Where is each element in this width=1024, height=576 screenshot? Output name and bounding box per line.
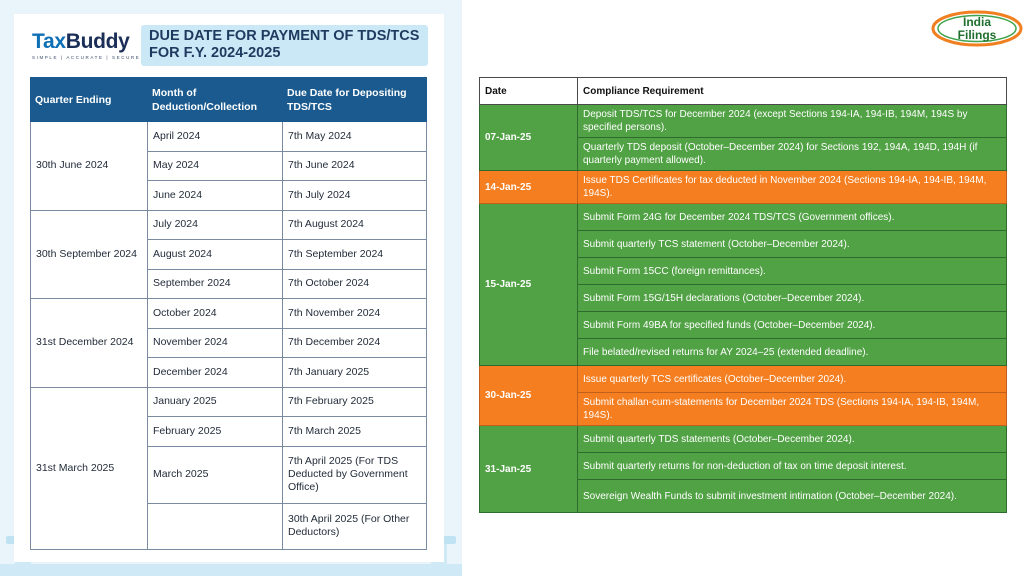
due-cell: 30th April 2025 (For Other Deductors) <box>283 503 427 549</box>
date-cell: 30-Jan-25 <box>480 366 578 426</box>
month-cell: March 2025 <box>148 446 283 503</box>
month-cell: January 2025 <box>148 387 283 417</box>
table-header-row <box>480 78 1007 105</box>
due-cell: 7th September 2024 <box>283 240 427 270</box>
due-cell: 7th July 2024 <box>283 181 427 211</box>
requirement-cell: Submit quarterly returns for non-deduction of tax on time deposit interest. <box>578 453 1007 480</box>
logo-india: India <box>962 15 992 29</box>
compliance-table <box>479 77 1007 513</box>
requirement-cell: Submit Form 24G for December 2024 TDS/TCS (Government offices). <box>578 204 1007 231</box>
table-header-row <box>31 78 427 122</box>
month-cell: February 2025 <box>148 417 283 447</box>
tds-due-date-table <box>30 77 427 550</box>
date-cell: 07-Jan-25 <box>480 105 578 171</box>
due-cell: 7th March 2025 <box>283 417 427 447</box>
month-cell: September 2024 <box>148 269 283 299</box>
india-filings-logo <box>931 10 1024 47</box>
month-cell: June 2024 <box>148 181 283 211</box>
date-cell: 14-Jan-25 <box>480 171 578 204</box>
date-cell: 31-Jan-25 <box>480 426 578 513</box>
header-due: Due Date for Depositing TDS/TCS <box>283 78 427 122</box>
logo-tax: Tax <box>32 30 66 53</box>
table-row <box>480 426 1007 453</box>
table-row <box>480 366 1007 393</box>
due-cell: 7th December 2024 <box>283 328 427 358</box>
quarter-cell: 31st March 2025 <box>31 387 148 549</box>
month-cell <box>148 503 283 549</box>
requirement-cell: Sovereign Wealth Funds to submit investment intimation (October–December 2024). <box>578 480 1007 513</box>
month-cell: October 2024 <box>148 299 283 329</box>
requirement-cell: Submit quarterly TDS statements (October–December 2024). <box>578 426 1007 453</box>
requirement-cell: Submit Form 15G/15H declarations (October–December 2024). <box>578 285 1007 312</box>
quarter-cell: 30th September 2024 <box>31 210 148 299</box>
requirement-cell: Submit challan-cum-statements for December 2024 TDS (Sections 194-IA, 194-IB, 194M, 194S). <box>578 393 1007 426</box>
requirement-cell: Submit quarterly TCS statement (October–December 2024). <box>578 231 1007 258</box>
due-cell: 7th April 2025 (For TDS Deducted by Government Office) <box>283 446 427 503</box>
taxbuddy-logo <box>32 30 141 60</box>
due-cell: 7th January 2025 <box>283 358 427 388</box>
logo-tagline: SIMPLE | ACCURATE | SECURE <box>32 55 141 60</box>
due-cell: 7th October 2024 <box>283 269 427 299</box>
due-cell: 7th February 2025 <box>283 387 427 417</box>
requirement-cell: Submit Form 49BA for specified funds (October–December 2024). <box>578 312 1007 339</box>
table-row <box>31 210 427 240</box>
logo-buddy: Buddy <box>65 30 130 53</box>
month-cell: April 2024 <box>148 122 283 152</box>
header-month: Month of Deduction/Collection <box>148 78 283 122</box>
logo-filings: Filings <box>957 28 997 42</box>
month-cell: May 2024 <box>148 151 283 181</box>
requirement-cell: File belated/revised returns for AY 2024–25 (extended deadline). <box>578 339 1007 366</box>
header-date: Date <box>480 78 578 105</box>
header-quarter: Quarter Ending <box>31 78 148 122</box>
table-row <box>31 122 427 152</box>
india-filings-logo-icon <box>931 10 1024 47</box>
quarter-cell: 30th June 2024 <box>31 122 148 211</box>
title-line-1: DUE DATE FOR PAYMENT OF TDS/TCS <box>149 28 420 44</box>
requirement-cell: Issue quarterly TCS certificates (October–December 2024). <box>578 366 1007 393</box>
table-row <box>31 299 427 329</box>
table-row <box>31 387 427 417</box>
table-row <box>480 171 1007 204</box>
month-cell: August 2024 <box>148 240 283 270</box>
decorative-base <box>0 564 462 576</box>
date-cell: 15-Jan-25 <box>480 204 578 366</box>
table-row <box>480 105 1007 138</box>
page-title <box>141 25 428 66</box>
title-line-2: FOR F.Y. 2024-2025 <box>149 45 281 61</box>
due-cell: 7th November 2024 <box>283 299 427 329</box>
table-row <box>480 204 1007 231</box>
header-requirement: Compliance Requirement <box>578 78 1007 105</box>
month-cell: November 2024 <box>148 328 283 358</box>
due-cell: 7th June 2024 <box>283 151 427 181</box>
due-cell: 7th August 2024 <box>283 210 427 240</box>
quarter-cell: 31st December 2024 <box>31 299 148 388</box>
requirement-cell: Submit Form 15CC (foreign remittances). <box>578 258 1007 285</box>
requirement-cell: Quarterly TDS deposit (October–December 2024) for Sections 192, 194A, 194D, 194H (if quarterly payment allowed). <box>578 138 1007 171</box>
requirement-cell: Deposit TDS/TCS for December 2024 (except Sections 194-IA, 194-IB, 194M, 194S by specified persons). <box>578 105 1007 138</box>
month-cell: July 2024 <box>148 210 283 240</box>
due-cell: 7th May 2024 <box>283 122 427 152</box>
month-cell: December 2024 <box>148 358 283 388</box>
requirement-cell: Issue TDS Certificates for tax deducted in November 2024 (Sections 194-IA, 194-IB, 194M, 194S). <box>578 171 1007 204</box>
